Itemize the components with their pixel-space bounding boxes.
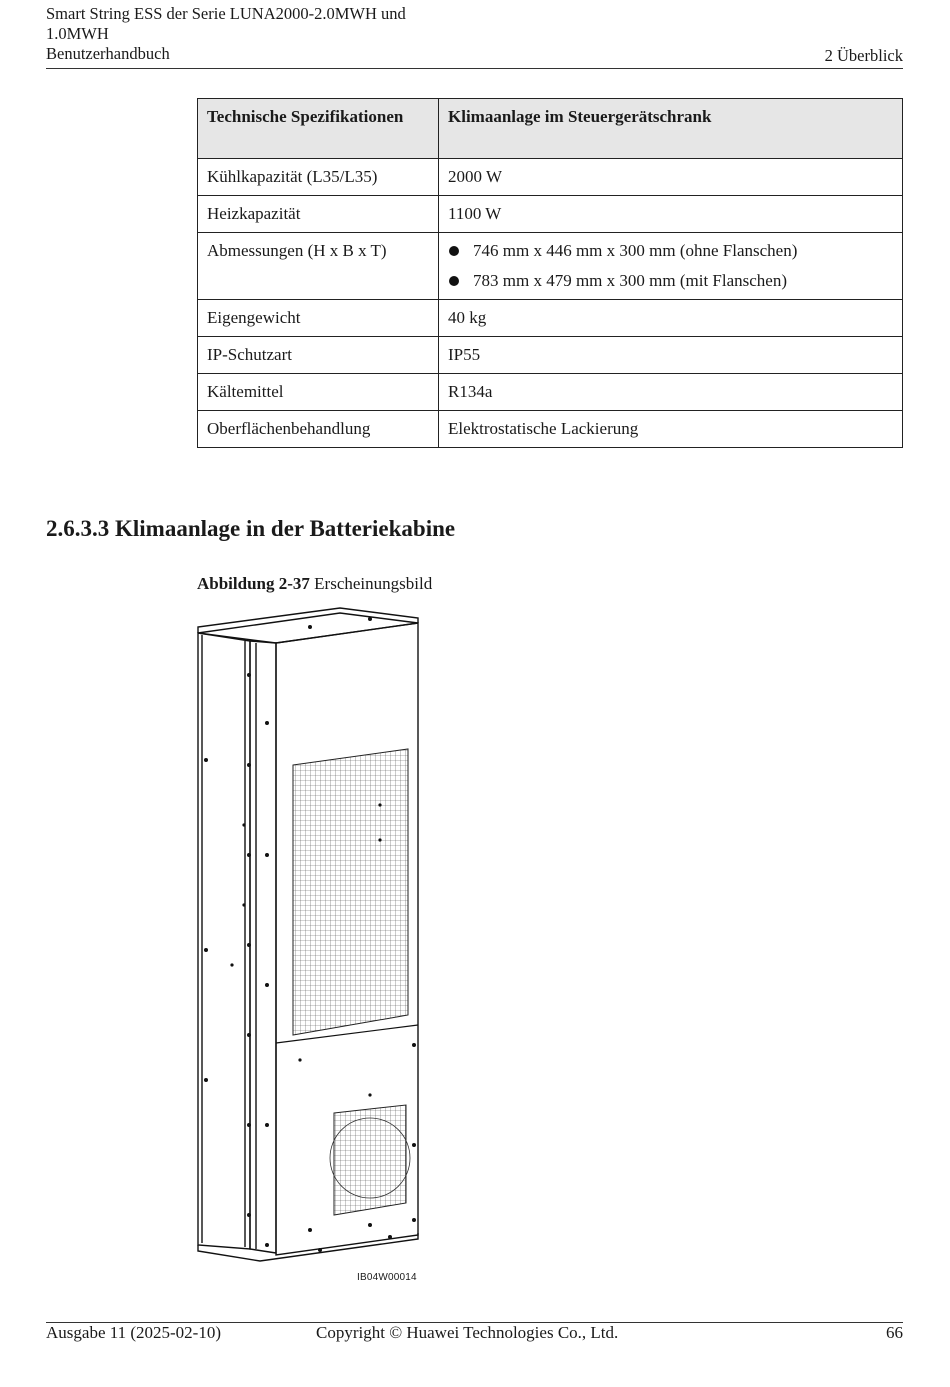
footer-copyright: Copyright © Huawei Technologies Co., Ltd. — [316, 1323, 619, 1342]
figure-caption-label: Abbildung 2-37 — [197, 574, 310, 593]
header-title-line-1: Smart String ESS der Serie LUNA2000-2.0MWH und — [46, 4, 406, 23]
row-label: Oberflächenbehandlung — [198, 411, 439, 448]
table-row — [198, 159, 903, 196]
side-panel — [198, 633, 250, 1249]
table-row — [198, 374, 903, 411]
header-chapter: 2 Überblick — [824, 46, 903, 65]
table-row — [198, 196, 903, 233]
header-divider — [46, 68, 903, 69]
row-value: R134a — [439, 374, 903, 411]
footer-page-number: 66 — [886, 1323, 903, 1342]
section-heading: 2.6.3.3 Klimaanlage in der Batteriekabine — [46, 516, 456, 541]
row-value: 40 kg — [439, 300, 903, 337]
table-row — [198, 411, 903, 448]
header-title-line-2: 1.0MWH — [46, 24, 109, 43]
lower-grille — [334, 1105, 406, 1215]
dimensions-list — [448, 240, 893, 292]
footer-edition: Ausgabe 11 (2025-02-10) — [46, 1323, 221, 1342]
row-label: IP-Schutzart — [198, 337, 439, 374]
figure-caption-text: Erscheinungsbild — [314, 574, 433, 593]
table-row — [198, 233, 903, 300]
row-label: Eigengewicht — [198, 300, 439, 337]
bullet-icon — [449, 246, 459, 256]
row-label: Kühlkapazität (L35/L35) — [198, 159, 439, 196]
table-row — [198, 300, 903, 337]
table-row — [198, 337, 903, 374]
figure-code: IB04W00014 — [357, 1272, 417, 1283]
spec-table — [197, 98, 903, 448]
row-value: IP55 — [439, 337, 903, 374]
row-value: Elektrostatische Lackierung — [439, 411, 903, 448]
document-header-title — [46, 4, 406, 64]
list-item — [448, 240, 893, 262]
upper-grille — [293, 749, 408, 1035]
row-label: Abmessungen (H x B x T) — [198, 233, 439, 300]
flange-strip — [250, 641, 276, 1253]
bullet-icon — [449, 276, 459, 286]
table-header-row — [198, 99, 903, 159]
row-label: Kältemittel — [198, 374, 439, 411]
row-label: Heizkapazität — [198, 196, 439, 233]
row-value: 2000 W — [439, 159, 903, 196]
header-title-line-3: Benutzerhandbuch — [46, 44, 170, 63]
figure-caption — [197, 574, 432, 594]
dimension-with-flanges: 783 mm x 479 mm x 300 mm (mit Flanschen) — [473, 271, 788, 290]
row-value: 1100 W — [439, 196, 903, 233]
col1-header: Technische Spezifikationen — [198, 99, 439, 159]
list-item — [448, 270, 893, 292]
col2-header: Klimaanlage im Steuergerätschrank — [439, 99, 903, 159]
air-conditioner-illustration — [190, 605, 430, 1275]
row-value-list — [439, 233, 903, 300]
dimension-without-flanges: 746 mm x 446 mm x 300 mm (ohne Flanschen) — [473, 241, 798, 260]
side-flange — [202, 635, 245, 1247]
